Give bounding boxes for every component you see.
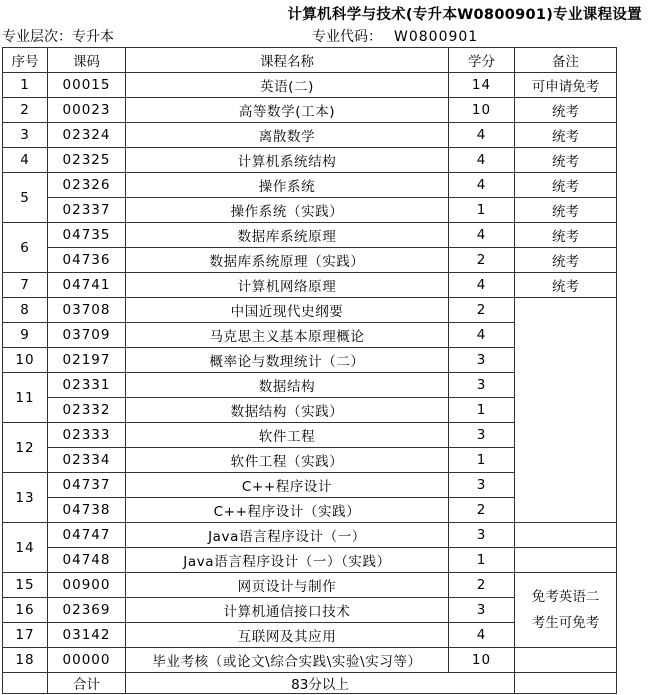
credit-cell: 10 <box>449 98 515 123</box>
note-cell: 免考英语二 考生可免考 <box>515 573 617 648</box>
course-code-cell: 02333 <box>48 423 126 448</box>
course-table-body <box>3 73 617 673</box>
course-code-cell: 02369 <box>48 598 126 623</box>
total-label: 合计 <box>48 673 126 694</box>
major-code: W0800901 <box>394 29 479 45</box>
total-value: 83分以上 <box>126 673 515 694</box>
table-row <box>3 223 617 248</box>
course-name-cell: 中国近现代史纲要 <box>126 298 449 323</box>
course-name-cell: 互联网及其应用 <box>126 623 449 648</box>
seq-cell: 4 <box>3 148 48 173</box>
course-table <box>2 47 617 694</box>
course-name-cell: 操作系统 <box>126 173 449 198</box>
seq-cell: 16 <box>3 598 48 623</box>
course-code-cell: 03708 <box>48 298 126 323</box>
credit-cell: 1 <box>449 448 515 473</box>
course-name-cell: 数据结构（实践） <box>126 398 449 423</box>
seq-cell: 13 <box>3 473 48 523</box>
course-code-cell: 02331 <box>48 373 126 398</box>
course-code-cell: 04747 <box>48 523 126 548</box>
header-seq: 序号 <box>3 48 48 73</box>
table-row <box>3 173 617 198</box>
major-level: 专业层次：专升本 <box>2 29 114 45</box>
note-cell: 统考 <box>515 173 617 198</box>
course-code-cell: 04748 <box>48 548 126 573</box>
seq-cell: 6 <box>3 223 48 273</box>
credit-cell: 4 <box>449 148 515 173</box>
course-code-cell: 04735 <box>48 223 126 248</box>
course-code-cell: 00000 <box>48 648 126 673</box>
course-code-cell: 02325 <box>48 148 126 173</box>
course-name-cell: 操作系统（实践） <box>126 198 449 223</box>
note-cell <box>515 548 617 573</box>
course-name-cell: 离散数学 <box>126 123 449 148</box>
seq-cell: 15 <box>3 573 48 598</box>
table-row <box>3 198 617 223</box>
seq-cell: 11 <box>3 373 48 423</box>
course-code-cell: 02324 <box>48 123 126 148</box>
credit-cell: 3 <box>449 373 515 398</box>
credit-cell: 4 <box>449 623 515 648</box>
credit-cell: 14 <box>449 73 515 98</box>
course-code-cell: 02197 <box>48 348 126 373</box>
table-row <box>3 123 617 148</box>
seq-cell: 14 <box>3 523 48 573</box>
credit-cell: 4 <box>449 223 515 248</box>
course-name-cell: 毕业考核（或论文\综合实践\实验\实习等） <box>126 648 449 673</box>
course-code-cell: 03142 <box>48 623 126 648</box>
credit-cell: 4 <box>449 323 515 348</box>
table-row <box>3 298 617 323</box>
credit-cell: 4 <box>449 173 515 198</box>
credit-cell: 3 <box>449 523 515 548</box>
note-cell: 统考 <box>515 273 617 298</box>
table-header-row <box>3 48 617 73</box>
credit-cell: 2 <box>449 248 515 273</box>
seq-cell: 2 <box>3 98 48 123</box>
course-name-cell: 高等数学(工本) <box>126 98 449 123</box>
course-name-cell: 网页设计与制作 <box>126 573 449 598</box>
note-cell: 统考 <box>515 98 617 123</box>
course-code-cell: 00023 <box>48 98 126 123</box>
major-code-line <box>312 26 478 46</box>
course-name-cell: 数据结构 <box>126 373 449 398</box>
header-name: 课程名称 <box>126 48 449 73</box>
course-code-cell: 02337 <box>48 198 126 223</box>
course-code-cell: 04741 <box>48 273 126 298</box>
credit-cell: 2 <box>449 573 515 598</box>
course-name-cell: C++程序设计 <box>126 473 449 498</box>
seq-cell: 17 <box>3 623 48 648</box>
table-row <box>3 548 617 573</box>
course-code-cell: 02334 <box>48 448 126 473</box>
table-row <box>3 98 617 123</box>
seq-cell: 18 <box>3 648 48 673</box>
course-name-cell: C++程序设计（实践） <box>126 498 449 523</box>
table-row <box>3 248 617 273</box>
credit-cell: 3 <box>449 473 515 498</box>
total-note-cell <box>515 673 617 694</box>
course-name-cell: Java语言程序设计（一） <box>126 523 449 548</box>
course-code-cell: 02326 <box>48 173 126 198</box>
credit-cell: 1 <box>449 198 515 223</box>
credit-cell: 3 <box>449 598 515 623</box>
credit-cell: 4 <box>449 273 515 298</box>
note-cell <box>515 648 617 673</box>
table-row <box>3 148 617 173</box>
note-cell: 统考 <box>515 123 617 148</box>
header-note: 备注 <box>515 48 617 73</box>
seq-cell: 5 <box>3 173 48 223</box>
page-title: 计算机科学与技术(专升本W0800901)专业课程设置 <box>287 7 642 23</box>
note-cell: 统考 <box>515 248 617 273</box>
course-name-cell: 数据库系统原理 <box>126 223 449 248</box>
course-name-cell: 计算机网络原理 <box>126 273 449 298</box>
credit-cell: 3 <box>449 423 515 448</box>
total-row <box>3 673 617 694</box>
course-code-cell: 02332 <box>48 398 126 423</box>
note-cell: 统考 <box>515 148 617 173</box>
course-name-cell: 数据库系统原理（实践） <box>126 248 449 273</box>
course-name-cell: 概率论与数理统计（二） <box>126 348 449 373</box>
course-code-cell: 04736 <box>48 248 126 273</box>
total-seq-cell <box>3 673 48 694</box>
credit-cell: 1 <box>449 548 515 573</box>
seq-cell: 10 <box>3 348 48 373</box>
credit-cell: 2 <box>449 298 515 323</box>
course-name-cell: 计算机系统结构 <box>126 148 449 173</box>
note-cell: 统考 <box>515 198 617 223</box>
table-row <box>3 273 617 298</box>
note-cell <box>515 523 617 548</box>
seq-cell: 12 <box>3 423 48 473</box>
table-row <box>3 523 617 548</box>
course-name-cell: 马克思主义基本原理概论 <box>126 323 449 348</box>
seq-cell: 3 <box>3 123 48 148</box>
course-code-cell: 00015 <box>48 73 126 98</box>
credit-cell: 2 <box>449 498 515 523</box>
seq-cell: 7 <box>3 273 48 298</box>
credit-cell: 1 <box>449 398 515 423</box>
credit-cell: 10 <box>449 648 515 673</box>
course-name-cell: Java语言程序设计（一）（实践） <box>126 548 449 573</box>
note-cell: 可申请免考 <box>515 73 617 98</box>
note-cell <box>515 298 617 523</box>
course-name-cell: 英语(二) <box>126 73 449 98</box>
course-code-cell: 04738 <box>48 498 126 523</box>
course-code-cell: 00900 <box>48 573 126 598</box>
credit-cell: 3 <box>449 348 515 373</box>
table-row <box>3 648 617 673</box>
seq-cell: 9 <box>3 323 48 348</box>
header-code: 课码 <box>48 48 126 73</box>
seq-cell: 1 <box>3 73 48 98</box>
course-code-cell: 03709 <box>48 323 126 348</box>
course-name-cell: 计算机通信接口技术 <box>126 598 449 623</box>
major-code-label: 专业代码： <box>312 29 382 45</box>
header-credit: 学分 <box>449 48 515 73</box>
course-code-cell: 04737 <box>48 473 126 498</box>
seq-cell: 8 <box>3 298 48 323</box>
course-name-cell: 软件工程（实践） <box>126 448 449 473</box>
credit-cell: 4 <box>449 123 515 148</box>
table-row <box>3 573 617 598</box>
note-cell: 统考 <box>515 223 617 248</box>
table-row <box>3 73 617 98</box>
course-name-cell: 软件工程 <box>126 423 449 448</box>
